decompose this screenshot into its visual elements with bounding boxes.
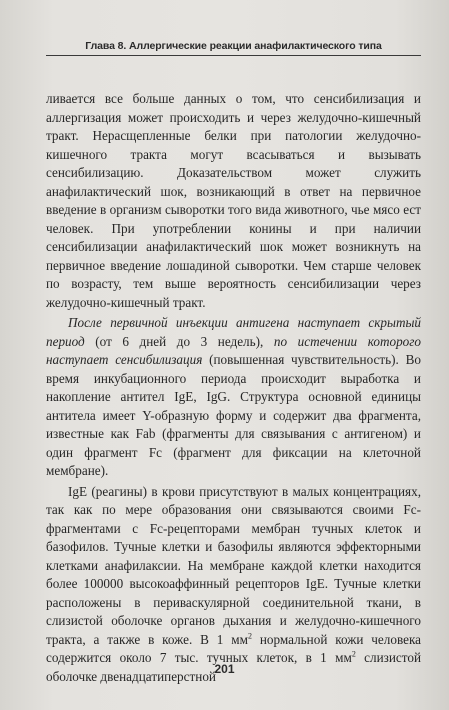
superscript-2: 2 <box>351 649 356 659</box>
paragraph-1: ливается все больше данных о том, что сенсибилизация и аллергизация может происходить и через желудочно-кишечный тракт. Нерасщепленные белки при патологии желудочно-кишечного тракта могут всасываться и вызывать сенсибилизацию. Доказательством может служить анафилактический шок, возникающий в ответ на первичное введение в организм сыворотки того вида животного, чье мясо ест человек. При употреблении конины и при наличии сенсибилизации анафилактический шок может возникнуть на первичное введение лошадиной сыворотки. Чем старше человек по возрасту, тем выше вероятность сенсибилизации через желудочно-кишечный тракт. <box>46 91 421 310</box>
paragraph-3-text-3: слизистой оболочке двенадцатиперстной <box>46 650 422 684</box>
running-header: Глава 8. Аллергические реакции анафилактического типа <box>46 40 421 56</box>
paragraph-2-text-2: (повышенная чувствительность). Во время инкубационного периода происходит выработка и накопление антител IgE, IgG. Структура основной единицы антитела имеет Y-образную форму и содержит два фрагмента, известные как Fab (фрагменты для связывания с антигеном) и один фрагмент Fc (фрагмент для фиксации на клеточной мембране). <box>46 352 421 478</box>
paragraph-3-text-1: IgE (реагины) в крови присутствуют в малых концентрациях, так как по мере образования они связываются своими Fc-фрагментами с Fc-рецепторами мембран тучных клеток и базофилов. Тучные клетки и базофилы являются эффекторными клетками анафилаксии. На мембране каждой клетки находится более 100000 высокоаффинный рецепторов IgE. Тучные клетки расположены в периваскулярной соединительной ткани, в слизистой оболочке органов дыхания и желудочно-кишечного тракта, а также в коже. В 1 мм <box>46 483 421 647</box>
page-number: 201 <box>214 662 235 676</box>
italic-phrase-1: После первичной инъекции антигена наступает скрытый период <box>46 315 421 349</box>
italic-phrase-2: по истечении которого наступает сенсибилизация <box>46 333 421 367</box>
paragraph-2-text-1: (от 6 дней до 3 недель), <box>84 333 274 349</box>
paragraph-3-text-2: нормальной кожи человека содержится около 7 тыс. тучных клеток, в 1 мм <box>46 631 422 665</box>
paragraph-2 <box>46 314 421 481</box>
paragraph-3 <box>46 483 421 687</box>
superscript-1: 2 <box>247 631 252 641</box>
body-text <box>46 90 421 686</box>
